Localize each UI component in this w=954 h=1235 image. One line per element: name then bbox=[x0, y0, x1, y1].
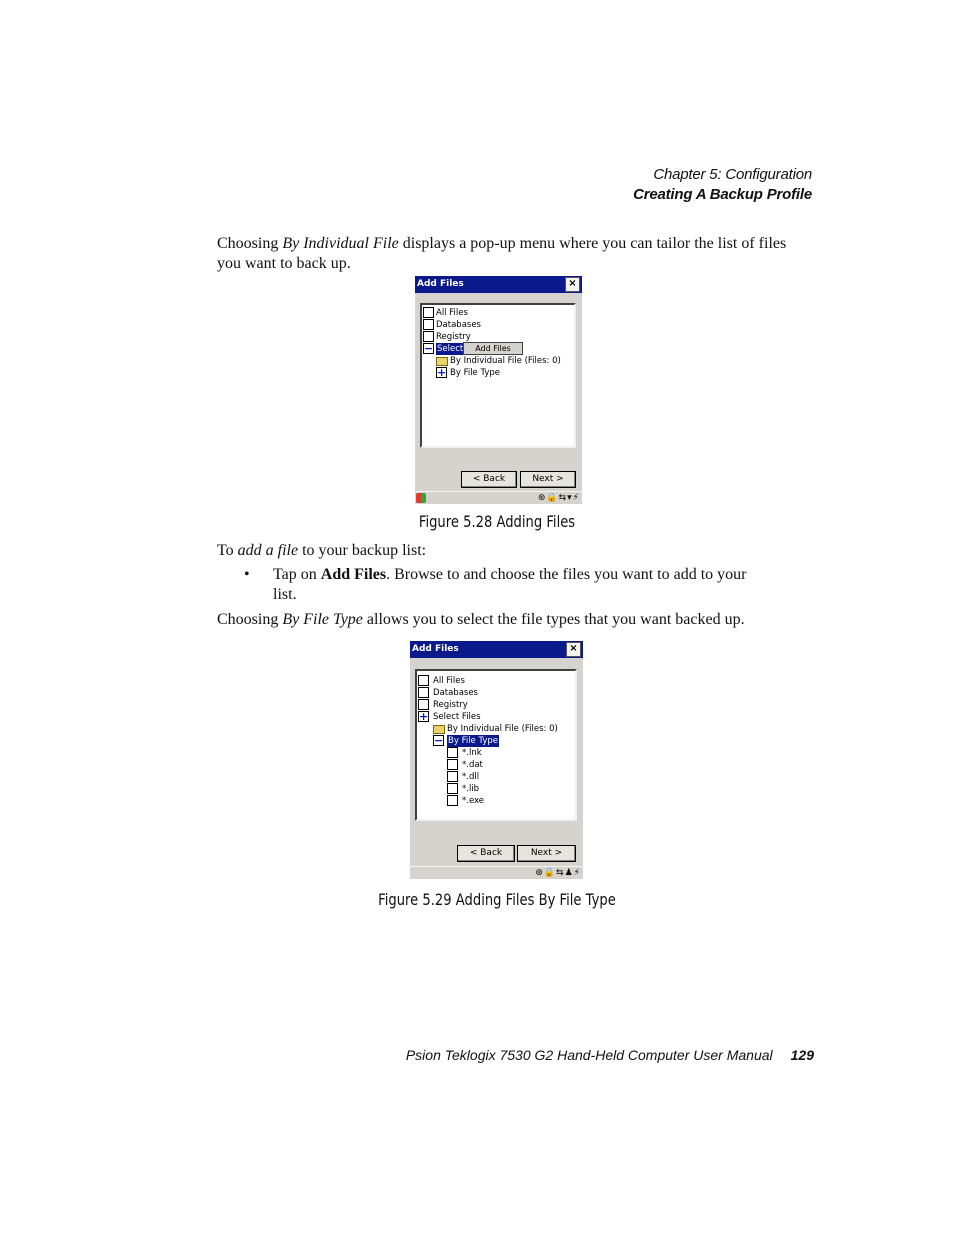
checkbox[interactable] bbox=[447, 795, 458, 806]
checkbox[interactable] bbox=[418, 699, 429, 710]
collapse-icon[interactable]: − bbox=[424, 342, 434, 355]
window-title: Add Files bbox=[417, 279, 464, 289]
taskbar bbox=[415, 491, 582, 504]
intro-paragraph: Choosing By Individual File displays a pop-up menu where you can tailor the list of files you want to back up. bbox=[217, 235, 787, 272]
checkbox[interactable] bbox=[423, 319, 434, 330]
collapse-icon[interactable]: − bbox=[434, 734, 444, 747]
start-icon[interactable] bbox=[416, 493, 426, 503]
next-button[interactable]: Next > bbox=[517, 845, 576, 862]
checkbox[interactable] bbox=[423, 307, 434, 318]
close-button[interactable]: × bbox=[565, 277, 580, 292]
next-button[interactable]: Next > bbox=[520, 471, 576, 488]
folder-icon bbox=[433, 725, 445, 734]
close-button[interactable]: × bbox=[566, 642, 581, 657]
checkbox[interactable] bbox=[418, 675, 429, 686]
file-tree[interactable]: All Files Databases Registry + Select Files By Individual File (Files: 0) − By File Type *.lnk *.dat *.dll *.lib *.exe bbox=[415, 669, 577, 821]
window-titlebar bbox=[415, 276, 582, 293]
window-titlebar bbox=[410, 641, 583, 658]
back-button[interactable]: < Back bbox=[461, 471, 517, 488]
page-footer bbox=[406, 1047, 814, 1063]
figure2-screenshot bbox=[410, 641, 583, 879]
system-tray-icons: ⊛🔒⇆▾⚡ bbox=[537, 493, 580, 503]
figure1-screenshot bbox=[415, 276, 582, 504]
bullet-symbol: • bbox=[244, 566, 250, 583]
page-number: 129 bbox=[790, 1047, 814, 1063]
back-button[interactable]: < Back bbox=[457, 845, 515, 862]
section-header: Creating A Backup Profile bbox=[633, 186, 812, 203]
expand-icon[interactable]: + bbox=[419, 710, 429, 723]
window-title: Add Files bbox=[412, 644, 459, 654]
figure2-caption: Figure 5.29 Adding Files By File Type bbox=[378, 890, 616, 909]
checkbox[interactable] bbox=[418, 687, 429, 698]
taskbar bbox=[410, 866, 583, 879]
manual-title: Psion Teklogix 7530 G2 Hand-Held Computer User Manual bbox=[405, 1047, 773, 1063]
checkbox[interactable] bbox=[447, 747, 458, 758]
intro-term: By Individual File bbox=[282, 235, 399, 252]
add-file-paragraph: To add a file to your backup list: bbox=[217, 542, 427, 559]
popup-menu-add-files[interactable]: Add Files bbox=[463, 342, 523, 355]
chapter-header: Chapter 5: Configuration bbox=[653, 166, 812, 183]
figure1-caption: Figure 5.28 Adding Files bbox=[418, 512, 576, 531]
checkbox[interactable] bbox=[423, 331, 434, 342]
system-tray-icons: ⊛🔒⇆♟⚡ bbox=[535, 868, 581, 878]
expand-icon[interactable]: + bbox=[437, 366, 447, 379]
file-tree[interactable]: All Files Databases Registry − Select By Individual File (Files: 0) + By File Type Add Files bbox=[420, 303, 576, 448]
folder-icon bbox=[436, 357, 448, 366]
filetype-paragraph: Choosing By File Type allows you to select the file types that you want backed up. bbox=[217, 611, 745, 628]
checkbox[interactable] bbox=[447, 783, 458, 794]
checkbox[interactable] bbox=[447, 759, 458, 770]
checkbox[interactable] bbox=[447, 771, 458, 782]
